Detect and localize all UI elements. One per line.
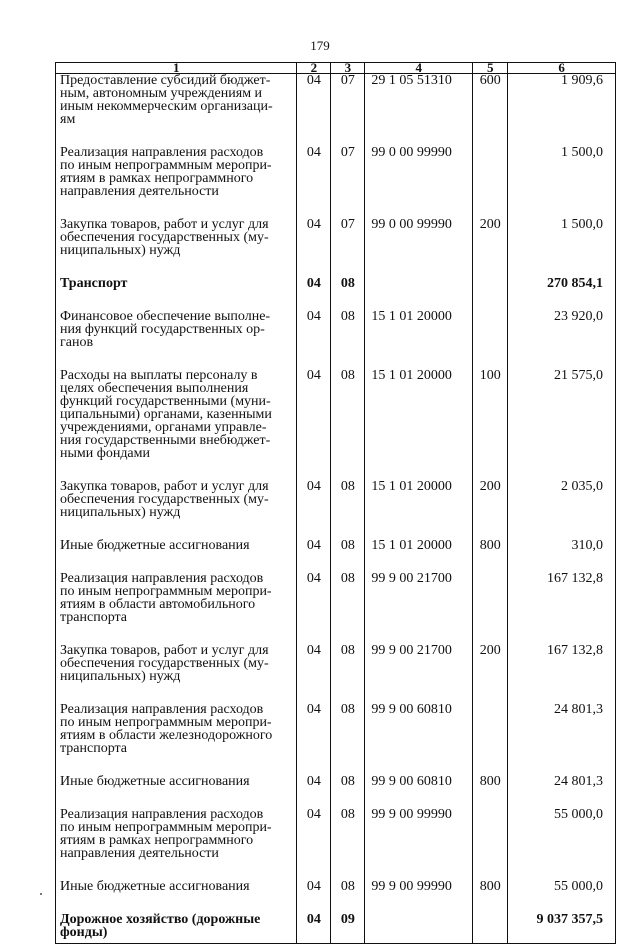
- cell-amount: 1 909,6: [508, 74, 616, 147]
- cell-subsection: 08: [331, 808, 365, 880]
- cell-section: 04: [297, 880, 331, 913]
- table-row: [56, 277, 616, 310]
- cell-section: 04: [297, 572, 331, 644]
- cell-amount: 9 037 357,5: [508, 913, 616, 944]
- table-header: [56, 60, 616, 75]
- cell-amount: 55 000,0: [508, 880, 616, 913]
- cell-subsection: 08: [331, 644, 365, 703]
- cell-subsection: 08: [331, 539, 365, 572]
- cell-name: [56, 277, 297, 310]
- cell-name-line: обеспечения государственных (му-: [60, 656, 269, 671]
- cell-expense-type: 800: [473, 539, 508, 572]
- cell-name: [56, 703, 297, 775]
- cell-expense-type: 200: [473, 480, 508, 539]
- cell-name-line: транспорта: [60, 610, 128, 625]
- cell-amount: 167 132,8: [508, 644, 616, 703]
- cell-name: [56, 310, 297, 369]
- cell-name-line: ния государственными внебюджет-: [60, 433, 271, 448]
- table-row: [56, 146, 616, 218]
- cell-section: 04: [297, 808, 331, 880]
- cell-name: [56, 539, 297, 572]
- cell-name-line: Иные бюджетные ассигнования: [60, 538, 250, 553]
- column-header-expense-type: 5: [473, 63, 508, 74]
- cell-name: [56, 775, 297, 808]
- table-row: [56, 775, 616, 808]
- cell-name: [56, 369, 297, 480]
- cell-name-line: фонды): [60, 925, 108, 940]
- cell-subsection: 08: [331, 880, 365, 913]
- cell-amount: 24 801,3: [508, 703, 616, 775]
- cell-subsection: 07: [331, 146, 365, 218]
- cell-name-line: Закупка товаров, работ и услуг для: [60, 217, 269, 232]
- table-row: [56, 480, 616, 539]
- cell-expense-type: [473, 913, 508, 944]
- cell-target-code: [365, 913, 473, 944]
- cell-name-line: Иные бюджетные ассигнования: [60, 774, 250, 789]
- cell-name-line: Предоставление субсидий бюджет-: [60, 73, 271, 88]
- cell-target-code: 15 1 01 20000: [365, 480, 473, 539]
- cell-name-line: по иным непрограммным меропри-: [60, 158, 272, 173]
- cell-section: 04: [297, 146, 331, 218]
- table-row: [56, 218, 616, 277]
- cell-subsection: 08: [331, 310, 365, 369]
- cell-section: 04: [297, 74, 331, 147]
- cell-target-code: 99 9 00 21700: [365, 644, 473, 703]
- cell-name-line: ям: [60, 112, 76, 127]
- cell-name-line: Финансовое обеспечение выполне-: [60, 309, 271, 324]
- cell-name-line: Закупка товаров, работ и услуг для: [60, 643, 269, 658]
- cell-expense-type: 100: [473, 369, 508, 480]
- cell-name-line: ятиям в области железнодорожного: [60, 728, 273, 743]
- cell-amount: 270 854,1: [508, 277, 616, 310]
- cell-section: 04: [297, 310, 331, 369]
- cell-name-line: ния функций государственных ор-: [60, 322, 265, 337]
- cell-name-line: по иным непрограммным меропри-: [60, 820, 272, 835]
- cell-expense-type: 800: [473, 775, 508, 808]
- cell-name-line: ятиям в области автомобильного: [60, 597, 256, 612]
- cell-name-line: Реализация направления расходов: [60, 807, 264, 822]
- cell-name-line: Реализация направления расходов: [60, 145, 264, 160]
- cell-name: [56, 218, 297, 277]
- table-row: [56, 74, 616, 147]
- cell-subsection: 09: [331, 913, 365, 944]
- cell-amount: 167 132,8: [508, 572, 616, 644]
- cell-subsection: 08: [331, 369, 365, 480]
- cell-subsection: 08: [331, 277, 365, 310]
- cell-name-line: Иные бюджетные ассигнования: [60, 879, 250, 894]
- cell-amount: 2 035,0: [508, 480, 616, 539]
- table-row: [56, 913, 616, 944]
- column-header-section: 2: [297, 63, 331, 74]
- cell-expense-type: 800: [473, 880, 508, 913]
- cell-subsection: 07: [331, 74, 365, 147]
- cell-name-line: ниципальных) нужд: [60, 243, 181, 258]
- cell-section: 04: [297, 644, 331, 703]
- cell-name-line: ниципальных) нужд: [60, 505, 181, 520]
- cell-target-code: 15 1 01 20000: [365, 310, 473, 369]
- cell-section: 04: [297, 369, 331, 480]
- cell-name-line: по иным непрограммным меропри-: [60, 584, 272, 599]
- cell-amount: 55 000,0: [508, 808, 616, 880]
- cell-expense-type: 200: [473, 218, 508, 277]
- cell-target-code: 99 0 00 99990: [365, 146, 473, 218]
- cell-section: 04: [297, 480, 331, 539]
- cell-subsection: 07: [331, 218, 365, 277]
- budget-table: [55, 62, 616, 944]
- cell-name-line: транспорта: [60, 741, 128, 756]
- cell-expense-type: [473, 146, 508, 218]
- cell-name-line: функций государственными (муни-: [60, 394, 271, 409]
- table-row: [56, 808, 616, 880]
- cell-name-line: ятиям в рамках непрограммного: [60, 171, 254, 186]
- column-header-name: 1: [56, 63, 297, 74]
- cell-target-code: 99 9 00 60810: [365, 703, 473, 775]
- cell-name: [56, 572, 297, 644]
- cell-section: 04: [297, 913, 331, 944]
- cell-target-code: 99 9 00 60810: [365, 775, 473, 808]
- cell-name-line: ципальными) органами, казенными: [60, 407, 272, 422]
- cell-target-code: 99 9 00 21700: [365, 572, 473, 644]
- cell-name-line: ным, автономным учреждениям и: [60, 86, 263, 101]
- table-row: [56, 703, 616, 775]
- table-row: [56, 572, 616, 644]
- table-row: [56, 644, 616, 703]
- cell-name-line: Расходы на выплаты персоналу в: [60, 368, 258, 383]
- cell-name: [56, 644, 297, 703]
- cell-amount: 1 500,0: [508, 218, 616, 277]
- cell-name: [56, 480, 297, 539]
- cell-name: [56, 74, 297, 147]
- cell-target-code: 15 1 01 20000: [365, 369, 473, 480]
- cell-name-line: ятиям в рамках непрограммного: [60, 833, 254, 848]
- cell-amount: 21 575,0: [508, 369, 616, 480]
- cell-name: [56, 880, 297, 913]
- cell-target-code: 99 0 00 99990: [365, 218, 473, 277]
- cell-name-line: учреждениями, органами управле-: [60, 420, 267, 435]
- cell-amount: 310,0: [508, 539, 616, 572]
- cell-amount: 1 500,0: [508, 146, 616, 218]
- cell-name-line: ниципальных) нужд: [60, 669, 181, 684]
- cell-section: 04: [297, 703, 331, 775]
- cell-name-line: направления деятельности: [60, 184, 219, 199]
- cell-name: [56, 913, 297, 944]
- table-row: [56, 539, 616, 572]
- cell-target-code: [365, 277, 473, 310]
- cell-name-line: обеспечения государственных (му-: [60, 492, 269, 507]
- cell-name-line: целях обеспечения выполнения: [60, 381, 249, 396]
- cell-name-line: иным некоммерческим организаци-: [60, 99, 273, 114]
- cell-name-line: по иным непрограммным меропри-: [60, 715, 272, 730]
- cell-target-code: 99 9 00 99990: [365, 880, 473, 913]
- cell-section: 04: [297, 539, 331, 572]
- cell-target-code: 29 1 05 51310: [365, 74, 473, 147]
- cell-expense-type: [473, 808, 508, 880]
- table-row: [56, 880, 616, 913]
- margin-mark: [40, 893, 42, 895]
- cell-subsection: 08: [331, 703, 365, 775]
- cell-subsection: 08: [331, 480, 365, 539]
- cell-name-line: ными фондами: [60, 446, 151, 461]
- cell-name: [56, 146, 297, 218]
- cell-subsection: 08: [331, 775, 365, 808]
- column-header-amount: 6: [508, 63, 616, 74]
- cell-target-code: 99 9 00 99990: [365, 808, 473, 880]
- cell-section: 04: [297, 277, 331, 310]
- column-header-subsection: 3: [331, 63, 365, 74]
- cell-name-line: Реализация направления расходов: [60, 571, 264, 586]
- cell-name-line: Реализация направления расходов: [60, 702, 264, 717]
- cell-expense-type: [473, 310, 508, 369]
- cell-amount: 24 801,3: [508, 775, 616, 808]
- cell-target-code: 15 1 01 20000: [365, 539, 473, 572]
- cell-amount: 23 920,0: [508, 310, 616, 369]
- page-number: 179: [310, 38, 330, 53]
- cell-expense-type: 600: [473, 74, 508, 147]
- cell-name-line: обеспечения государственных (му-: [60, 230, 269, 245]
- cell-expense-type: [473, 277, 508, 310]
- cell-expense-type: [473, 703, 508, 775]
- table-row: [56, 310, 616, 369]
- column-header-target-code: 4: [365, 63, 473, 74]
- cell-subsection: 08: [331, 572, 365, 644]
- cell-name-line: ганов: [60, 335, 94, 350]
- cell-expense-type: 200: [473, 644, 508, 703]
- cell-name: [56, 808, 297, 880]
- cell-section: 04: [297, 218, 331, 277]
- cell-section: 04: [297, 775, 331, 808]
- cell-name-line: направления деятельности: [60, 846, 219, 861]
- cell-name-line: Транспорт: [60, 276, 128, 291]
- cell-expense-type: [473, 572, 508, 644]
- table-body: [56, 74, 616, 944]
- cell-name-line: Закупка товаров, работ и услуг для: [60, 479, 269, 494]
- table-row: [56, 369, 616, 480]
- cell-name-line: Дорожное хозяйство (дорожные: [60, 912, 261, 927]
